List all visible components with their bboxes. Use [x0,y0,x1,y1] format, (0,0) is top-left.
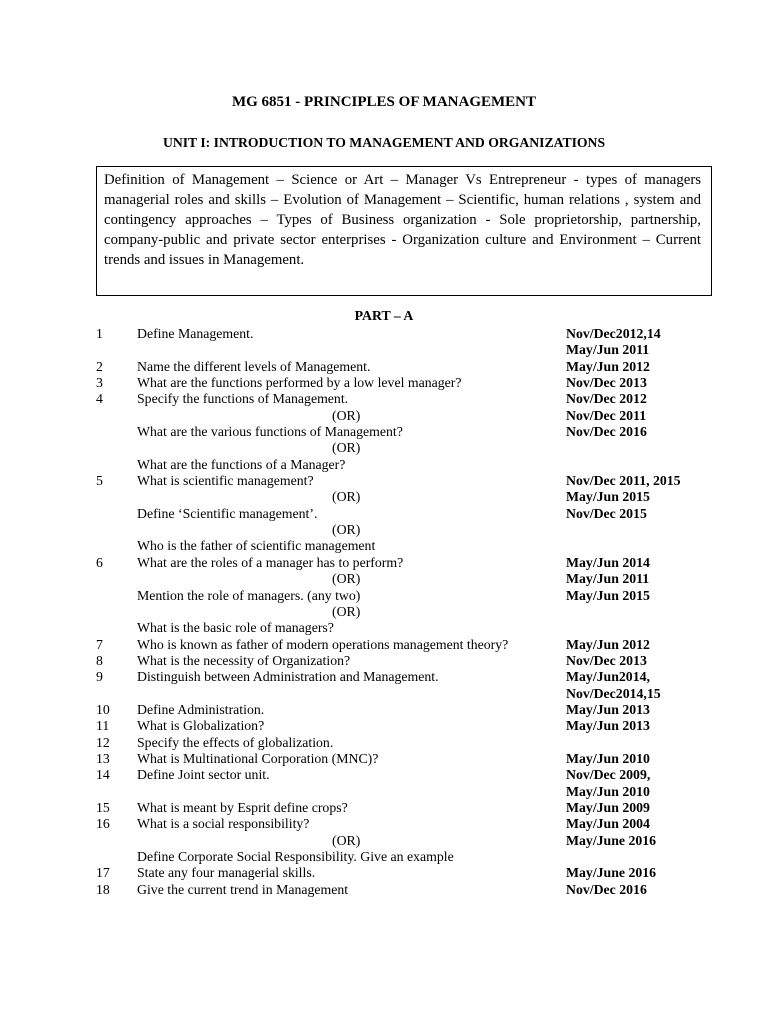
question-text: Define ‘Scientific management’. [137,505,318,521]
question-list [0,326,768,898]
question-row [0,342,768,358]
exam-session: May/Jun 2004 [566,816,650,832]
question-text: Distinguish between Administration and Management. [137,669,439,685]
question-row [0,735,768,751]
exam-session: May/Jun 2014 [566,554,650,570]
question-row [0,882,768,898]
question-row [0,637,768,653]
question-text: Define Management. [137,326,254,341]
question-text: What is a social responsibility? [137,816,310,832]
question-text: What is meant by Esprit define crops? [137,799,348,815]
question-row [0,604,768,620]
question-text: What is the basic role of managers? [137,620,334,636]
exam-session: Nov/Dec 2012 [566,391,647,407]
syllabus-line: company-public and private sector enterprises - Organization culture and Environment – Current [104,232,701,248]
document-title: MG 6851 - PRINCIPLES OF MANAGEMENT [231,94,537,110]
exam-session: Nov/Dec2014,15 [566,685,661,701]
or-label: (OR) [332,407,361,423]
question-row [0,767,768,783]
question-row [0,849,768,865]
question-row [0,326,768,342]
question-number: 12 [96,734,110,750]
question-row [0,833,768,849]
question-row [0,473,768,489]
question-number: 6 [96,554,103,570]
question-text: What are the roles of a manager has to perform? [137,554,404,570]
question-number: 4 [96,391,103,407]
exam-session: May/Jun 2012 [566,358,650,374]
question-number: 10 [96,701,110,717]
question-row [0,784,768,800]
exam-session: Nov/Dec 2016 [566,424,647,440]
part-heading: PART – A [354,308,414,323]
or-label: (OR) [332,603,361,619]
or-label: (OR) [332,440,361,456]
question-number: 18 [96,881,110,897]
question-row [0,391,768,407]
exam-session: May/Jun2014, [566,669,650,685]
question-text: What is Globalization? [137,718,265,734]
exam-session: May/June 2016 [566,832,657,848]
question-number: 1 [96,326,103,341]
syllabus-line: contingency approaches – Types of Business organization - Sole proprietorship, partnership, [104,212,701,228]
question-row [0,457,768,473]
question-text: Specify the effects of globalization. [137,734,334,750]
question-number: 16 [96,816,110,832]
exam-session: Nov/Dec 2013 [566,652,647,668]
syllabus-line: trends and issues in Management. [104,252,305,268]
exam-session: Nov/Dec 2011 [566,407,647,423]
syllabus-line: managerial roles and skills – Evolution of Management – Scientific, human relations , system and [104,192,701,208]
question-number: 3 [96,375,103,391]
question-number: 8 [96,652,103,668]
question-number: 15 [96,799,110,815]
question-text: Specify the functions of Management. [137,391,349,407]
question-row [0,424,768,440]
question-text: What are the functions performed by a low level manager? [137,375,462,391]
question-number: 11 [96,718,110,734]
question-text: State any four managerial skills. [137,865,316,881]
question-row [0,506,768,522]
question-text: Give the current trend in Management [137,881,349,897]
question-row [0,620,768,636]
question-text: Mention the role of managers. (any two) [137,587,361,603]
question-text: Who is known as father of modern operations management theory? [137,636,509,652]
exam-session: May/Jun 2013 [566,718,650,734]
question-row [0,522,768,538]
exam-session: Nov/Dec2012,14 [566,326,661,341]
question-text: What are the various functions of Management? [137,424,403,440]
question-text: What is Multinational Corporation (MNC)? [137,750,379,766]
question-row [0,359,768,375]
question-number: 7 [96,636,103,652]
exam-session: May/June 2016 [566,865,657,881]
question-row [0,588,768,604]
question-number: 13 [96,750,110,766]
or-label: (OR) [332,489,361,505]
question-row [0,686,768,702]
exam-session: May/Jun 2010 [566,783,650,799]
or-label: (OR) [332,832,361,848]
question-row [0,816,768,832]
question-text: What is the necessity of Organization? [137,652,351,668]
question-text: Name the different levels of Management. [137,358,371,374]
question-row [0,800,768,816]
question-row [0,489,768,505]
question-row [0,571,768,587]
question-row [0,440,768,456]
exam-session: Nov/Dec 2009, [566,767,651,783]
question-row [0,669,768,685]
exam-session: May/Jun 2015 [566,489,650,505]
question-row [0,538,768,554]
exam-session: May/Jun 2015 [566,587,650,603]
exam-session: Nov/Dec 2016 [566,881,647,897]
or-label: (OR) [332,522,361,538]
question-text: Who is the father of scientific management [137,538,376,554]
question-row [0,555,768,571]
exam-session: May/Jun 2012 [566,636,650,652]
exam-session: Nov/Dec 2011, 2015 [566,473,681,489]
question-number: 5 [96,473,103,489]
question-number: 14 [96,767,110,783]
question-text: What is scientific management? [137,473,314,489]
syllabus-line: Definition of Management – Science or Art – Manager Vs Entrepreneur - types of managers [104,172,701,188]
exam-session: Nov/Dec 2013 [566,375,647,391]
question-row [0,702,768,718]
question-text: What are the functions of a Manager? [137,456,346,472]
question-row [0,408,768,424]
exam-session: Nov/Dec 2015 [566,505,647,521]
question-number: 9 [96,669,103,685]
question-row [0,718,768,734]
exam-session: May/Jun 2011 [566,342,650,358]
question-number: 17 [96,865,110,881]
question-number: 2 [96,358,103,374]
question-text: Define Joint sector unit. [137,767,270,783]
question-text: Define Administration. [137,701,265,717]
exam-session: May/Jun 2013 [566,701,650,717]
exam-session: May/Jun 2010 [566,750,650,766]
or-label: (OR) [332,571,361,587]
question-text: Define Corporate Social Responsibility. Give an example [137,849,454,864]
question-row [0,653,768,669]
question-row [0,375,768,391]
syllabus-box [96,166,712,296]
exam-session: May/Jun 2011 [566,571,650,587]
exam-session: May/Jun 2009 [566,799,650,815]
question-row [0,865,768,881]
question-row [0,751,768,767]
unit-title: UNIT I: INTRODUCTION TO MANAGEMENT AND ORGANIZATIONS [162,135,606,150]
